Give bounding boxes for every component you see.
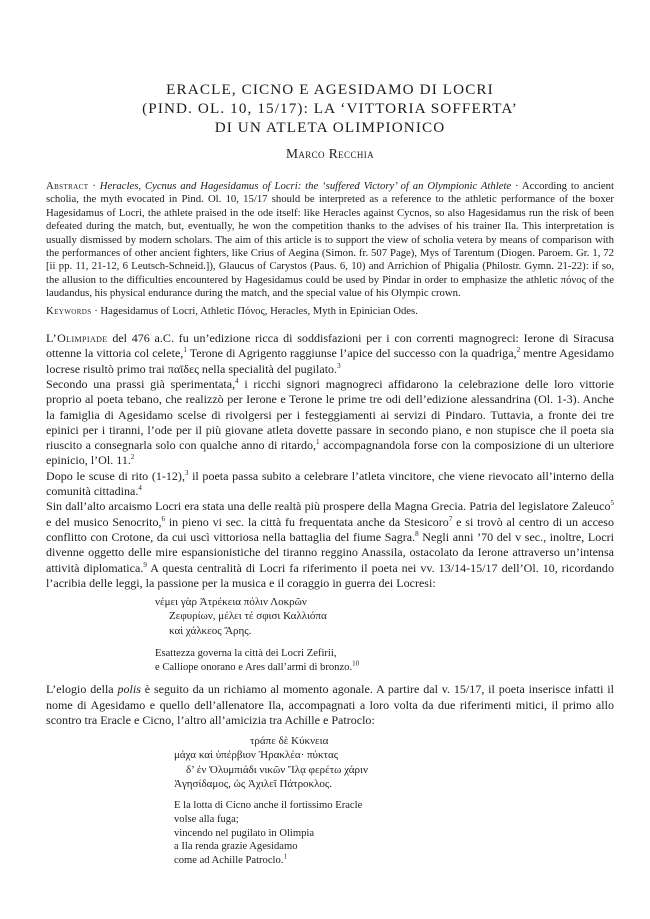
paragraph-1-text-a: del 476 a.C. fu un’edizione ricca di soddisfazioni per i con correnti magnogreci: Ierone di Siracusa ottenne la vittoria col celete, (46, 331, 614, 361)
footnote-ref[interactable]: 3 (337, 361, 341, 370)
article-author: Marco Recchia (285, 146, 375, 161)
paragraph-1-text-b: Terone di Agrigento raggiunse l’apice del successo con la quadriga, (186, 346, 517, 361)
article-title-line-1: ERACLE, CICNO E AGESIDAMO DI LOCRI (166, 81, 494, 98)
abstract-text: · According to ancient scholia, the myth evocated in Pind. Ol. 10, 15/17 should be interpreted as a reference to the athletic performance of the boxer Hagesidamus of Locri, the athlete praised in the ode itself: like Heracles against Cycnos, so also Hagesidamus run the risk of been defeated during the match, but, eventually, he won the competition thanks to the advises of his trainer Ila. This interpretation is usually dismissed by modern scholars. The aim of this article is to support the view of scholia vetera by means of comparison with the performances of other ancient fighters, like Crius of Aegina (Simon. fr. 507 Page), Mys of Tarentum (Diogen. Paroem. Gr. 1, 72 [ii pp. 11, 21-12, 6 Leutsch-Schneid.]), Glaucus of Carystos (Paus. 6, 10) and Arrichion of Phigalia (Philostr. Gymn. 21-22): if so, the allusion to the difficulties encountered by Hagesidamus could be used by Pindar in order to emphasize the athletic πόνος of the laudandus, his physical endurance during the match, and the special value of his Olympic crown. (46, 180, 614, 300)
paragraph-4-text-d: e si trovò al centro di un acceso conflitto con Crotone, da cui uscì vittoriosa nella battaglia del fiume Sagra. (46, 514, 614, 544)
translation-verse: vincendo nel pugilato in Olimpia (174, 827, 315, 839)
translation-1 (155, 647, 614, 675)
article-page (46, 0, 614, 868)
abstract-label: Abstract (46, 180, 89, 192)
footnote-ref[interactable]: 5 (610, 499, 614, 508)
paragraph-5-text-a: L’elogio della (46, 682, 118, 697)
greek-quote-1 (155, 595, 614, 638)
footnote-ref[interactable]: 10 (352, 658, 360, 667)
greek-verse: τράπε δὲ Κύκνεια (250, 735, 329, 748)
keywords-label: Keywords (46, 304, 92, 317)
keywords-text: · Hagesidamus of Locri, Athletic Πόνος, Heracles, Myth in Epinician Odes. (91, 304, 418, 317)
paragraph-4-text-c: in pieno vi sec. la città fu frequentata anche da Stesicoro (165, 514, 449, 529)
translation-verse: a Ila renda grazie Agesidamo (174, 841, 298, 853)
paragraph-4-text-e: Negli anni ’70 del v sec., inoltre, Locri divenne oggetto delle mire espansionistiche del tiranno reggino Anassila, ostacolato da Ierone attraverso un’intensa attività diplomatica. (46, 529, 614, 575)
abstract-title: Heracles, Cycnus and Hagesidamus of Locri: the ‘suffered Victory’ of an Olympionic Athlete (99, 180, 512, 192)
translation-verse: Esattezza governa la città dei Locri Zefirii, (155, 647, 337, 659)
paragraph-3-text-b: il poeta passa subito a celebrare l’atleta vincitore, che viene rievocato all’interno della comunità cittadina. (46, 468, 614, 499)
translation-verse (155, 658, 614, 675)
footnote-ref[interactable]: 1 (316, 438, 320, 447)
footnote-ref[interactable]: 4 (138, 484, 142, 493)
footnote-ref[interactable]: 4 (235, 376, 239, 385)
paragraph-4 (46, 499, 614, 591)
article-title-line-3: DI UN ATLETA OLIMPIONICO (214, 119, 446, 136)
greek-verse: δ’ ἐν Ὀλυμπιάδι νικῶν Ἴλᾳ φερέτω χάριν (186, 763, 368, 776)
footnote-ref[interactable]: 2 (516, 346, 521, 355)
greek-quote-2 (174, 734, 614, 791)
footnote-ref[interactable]: 2 (130, 453, 135, 462)
footnote-ref[interactable]: 7 (448, 514, 453, 523)
paragraph-4-text-f: A questa centralità di Locri fa riferimento il poeta nei vv. 13/14-15/17 dell’Ol. 10, ricordando l’acribia delle leggi, la passione per la musica e il coraggio in guerra dei Locresi: (46, 560, 614, 590)
paragraph-4-text-b: e del musico Senocrito, (46, 514, 162, 529)
spacer (46, 674, 614, 682)
paragraph-2 (46, 377, 614, 469)
paragraph-5-polis: polis (117, 682, 141, 697)
footnote-ref[interactable]: 1 (283, 852, 287, 861)
article-title-line-2: (PIND. OL. 10, 15/17): LA ‘VITTORIA SOFFERTA’ (142, 100, 518, 117)
abstract (46, 180, 614, 301)
paragraph-2-text-b: i ricchi signori magnogreci affidarono la celebrazione delle loro vittorie proprio al poeta tebano, che realizzò per Ierone e Terone le prime tre odi dell’edizione alessandrina (Ol. 1-3). Anche la famiglia di Agesidamo scelse di rivolgersi per i festeggiamenti ai servizi di Pindaro. Tuttavia, a fronte dei tre epinici per i tiranni, l’ode per il più giovane atleta dovette passare in secondo piano, e non stupisce che il poeta sia riuscito a consegnarla solo con qualche anno di ritardo, (46, 376, 614, 453)
translation-verse: E la lotta di Cicno anche il fortissimo Eracle (174, 800, 363, 812)
greek-verse: νέμει γὰρ Ἀτρέκεια πόλιν Λοκρῶν (155, 596, 307, 609)
footnote-ref[interactable]: 3 (184, 468, 189, 477)
translation-verse (174, 854, 614, 868)
footnote-ref[interactable]: 1 (183, 346, 187, 355)
paragraph-1-text-c: mentre Agesidamo locrese risultò primo trai παῖδες nella specialità del pugilato. (46, 346, 614, 376)
translation-verse-text: e Calliope onorano e Ares dall’armi di bronzo. (155, 661, 353, 673)
paragraph-5-text-b: è seguito da un richiamo al momento agonale. A partire dal v. 15/17, il poeta inserisce infatti il nome di Agesidamo e quello dell’allenatore Ila, accompagnati a loro volta da due riferimenti mitici, il primo allo scontro tra Eracle e Cicno, l’altro all’amicizia tra Achille e Patroclo: (46, 682, 614, 727)
paragraph-2-text-c: accompagnandola forse con la composizione di un ulteriore epinicio, l’Ol. 11. (46, 438, 614, 468)
footnote-ref[interactable]: 9 (143, 560, 147, 569)
footnote-ref[interactable]: 8 (415, 529, 419, 538)
greek-verse: μάχα καὶ ὑπέρβιον Ἡρακλέα· πύκτας (174, 749, 339, 762)
greek-verse: Ἁγησίδαμος, ὡς Ἀχιλεῖ Πάτροκλος. (174, 777, 333, 790)
greek-verse: Ζεφυρίων, μέλει τέ σφισι Καλλιόπα (169, 610, 327, 623)
paragraph-3 (46, 469, 614, 500)
paragraph-1-lead: L’Olimpiade (46, 331, 108, 346)
paragraph-2-text-a: Secondo una prassi già sperimentata, (46, 376, 236, 391)
greek-verse: καὶ χάλκεος Ἄρης. (169, 624, 252, 637)
paragraph-5 (46, 682, 614, 728)
paragraph-3-text-a: Dopo le scuse di rito (1-12), (46, 468, 185, 483)
paragraph-4-text-a: Sin dall’alto arcaismo Locri era stata una delle realtà più prospere della Magna Grecia. Patria del legislatore Zaleuco (46, 499, 611, 514)
paragraph-1 (46, 331, 614, 377)
abstract-sep: · (88, 180, 100, 192)
keywords (46, 305, 614, 318)
translation-2 (174, 799, 614, 868)
translation-verse-text: come ad Achille Patroclo. (174, 855, 284, 867)
footnote-ref[interactable]: 6 (161, 514, 165, 523)
translation-verse: volse alla fuga; (174, 813, 239, 825)
